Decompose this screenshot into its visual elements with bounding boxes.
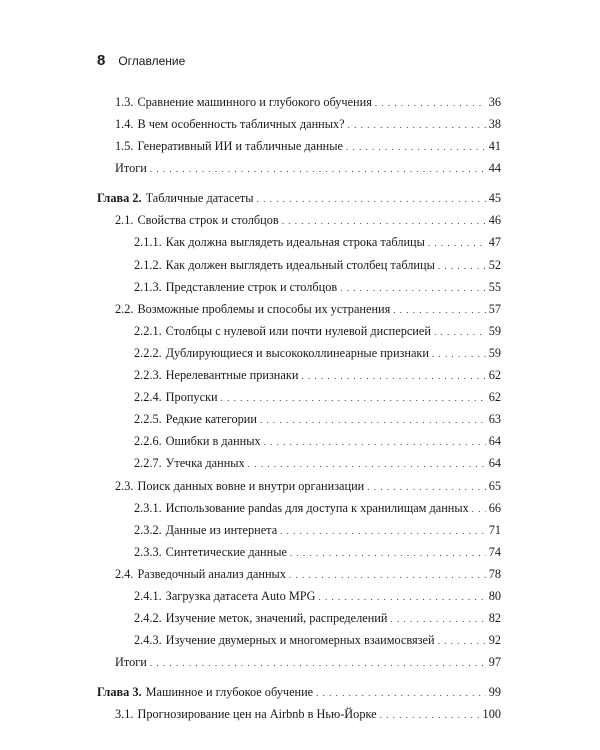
toc-entry-page: 52 <box>488 257 501 272</box>
dot-leader <box>390 612 485 627</box>
toc-entry-number: Глава 2. <box>97 191 142 206</box>
toc-entry-title: Разведочный анализ данных <box>137 566 286 581</box>
dot-leader <box>438 634 486 649</box>
toc-entry[interactable] <box>97 213 501 229</box>
toc-entry-number: 2.1. <box>115 213 134 228</box>
dot-leader <box>434 325 486 340</box>
page-header <box>97 52 185 69</box>
toc-entry-title: Возможные проблемы и способы их устранения <box>137 301 391 316</box>
toc-entry-page: 63 <box>488 412 501 427</box>
toc-entry-page: 64 <box>488 434 501 449</box>
toc-entry-page: 44 <box>488 161 501 176</box>
dot-leader <box>346 140 486 155</box>
dot-leader <box>472 502 486 517</box>
toc-entry-title: Итоги <box>115 161 147 176</box>
toc-entry-title: Изучение двумерных и многомерных взаимосвязей <box>165 633 435 648</box>
toc-entry-page: 99 <box>488 685 501 700</box>
toc-entry[interactable] <box>97 324 501 340</box>
toc-entry-page: 59 <box>488 345 501 360</box>
toc-entry-number: 2.4.3. <box>134 633 162 648</box>
toc-chapter-entry[interactable] <box>97 685 501 701</box>
toc-entry-number: 2.2.4. <box>134 390 162 405</box>
toc-entry-page: 57 <box>488 301 501 316</box>
toc-entry[interactable] <box>97 456 501 472</box>
running-title: Оглавление <box>118 54 186 68</box>
toc-entry[interactable] <box>97 633 501 649</box>
toc-entry-page: 100 <box>482 707 501 722</box>
toc-entry-title: Пропуски <box>165 390 218 405</box>
dot-leader <box>280 524 486 539</box>
dot-leader <box>318 590 485 605</box>
toc-entry-title: Изучение меток, значений, распределений <box>165 611 388 626</box>
dot-leader <box>348 118 486 133</box>
toc-entry-title: Как должна выглядеть идеальная строка таблицы <box>165 235 425 250</box>
toc-entry-page: 78 <box>488 566 501 581</box>
toc-entry-number: 1.4. <box>115 117 134 132</box>
toc-entry-number: 2.4. <box>115 566 134 581</box>
toc-entry-title: Ошибки в данных <box>165 434 261 449</box>
toc-entry[interactable] <box>97 368 501 384</box>
toc-entry-title: В чем особенность табличных данных? <box>137 117 345 132</box>
toc-entry[interactable] <box>97 434 501 450</box>
toc-entry[interactable] <box>97 501 501 517</box>
toc-entry-title: Нерелевантные признаки <box>165 368 299 383</box>
toc-entry-page: 82 <box>488 611 501 626</box>
toc-entry[interactable] <box>97 95 501 111</box>
toc-entry-page: 65 <box>488 478 501 493</box>
toc-entry-number: 2.3. <box>115 478 134 493</box>
toc-entry-page: 59 <box>488 323 501 338</box>
toc-entry-page: 36 <box>488 95 501 109</box>
toc-entry[interactable] <box>97 523 501 539</box>
toc-entry-title: Использование pandas для доступа к хранилищам данных <box>165 500 469 515</box>
toc-entry-page: 45 <box>488 191 501 206</box>
toc-entry-number: 2.1.1. <box>134 235 162 250</box>
toc-entry-title: Загрузка датасета Auto MPG <box>165 588 316 603</box>
toc-entry-number: 3.1. <box>115 707 134 722</box>
toc-entry-number: 2.1.2. <box>134 257 162 272</box>
toc-entry-title: Утечка данных <box>165 456 245 471</box>
toc-entry-title: Синтетические данные <box>165 544 287 559</box>
toc-entry-number: 2.3.1. <box>134 500 162 515</box>
dot-leader <box>260 413 486 428</box>
toc-entry-number: 1.3. <box>115 95 134 109</box>
toc-entry-title: Свойства строк и столбцов <box>137 213 279 228</box>
dot-leader <box>380 708 480 723</box>
toc-entry[interactable] <box>97 280 501 296</box>
toc-entry-number: 2.1.3. <box>134 279 162 294</box>
dot-leader <box>282 214 486 229</box>
toc-entry-number: 2.2.1. <box>134 323 162 338</box>
toc-entry-page: 62 <box>488 390 501 405</box>
toc-entry[interactable] <box>97 589 501 605</box>
toc-entry-number: 2.2.6. <box>134 434 162 449</box>
toc-entry-number: 2.2.7. <box>134 456 162 471</box>
dot-leader <box>257 192 486 207</box>
toc-entry-title: Как должен выглядеть идеальный столбец таблицы <box>165 257 435 272</box>
dot-leader <box>150 162 486 177</box>
toc-entry[interactable] <box>97 390 501 406</box>
toc-entry[interactable] <box>97 117 501 133</box>
dot-leader <box>393 303 485 318</box>
toc-entry-page: 64 <box>488 456 501 471</box>
dot-leader <box>290 546 486 561</box>
dot-leader <box>150 656 486 671</box>
toc-entry-number: 2.4.1. <box>134 588 162 603</box>
toc-entry[interactable] <box>97 479 501 495</box>
dot-leader <box>438 259 486 274</box>
dot-leader <box>375 96 486 111</box>
toc-entry-number: 2.2. <box>115 301 134 316</box>
toc-entry-title: Итоги <box>115 655 147 670</box>
toc-entry-title: Сравнение машинного и глубокого обучения <box>137 95 372 109</box>
toc-chapter-entry[interactable] <box>97 191 501 207</box>
toc-entry-title: Дублирующиеся и высококоллинеарные признаки <box>165 345 429 360</box>
toc-entry-number: 1.5. <box>115 139 134 154</box>
toc-entry-title: Столбцы с нулевой или почти нулевой дисперсией <box>165 323 431 338</box>
toc-entry-number: 2.3.2. <box>134 522 162 537</box>
table-of-contents <box>97 95 501 729</box>
toc-entry-page: 38 <box>488 117 501 132</box>
toc-entry-page: 80 <box>488 588 501 603</box>
toc-entry-page: 47 <box>488 235 501 250</box>
dot-leader <box>316 686 486 701</box>
toc-entry[interactable] <box>97 161 501 177</box>
toc-entry-page: 46 <box>488 213 501 228</box>
toc-entry-title: Поиск данных вовне и внутри организации <box>137 478 365 493</box>
toc-entry-title: Редкие категории <box>165 412 257 427</box>
toc-entry-number: 2.2.2. <box>134 345 162 360</box>
toc-entry-number: 2.2.5. <box>134 412 162 427</box>
dot-leader <box>248 457 486 472</box>
toc-entry-number: Глава 3. <box>97 685 142 700</box>
toc-entry-title: Прогнозирование цен на Airbnb в Нью-Йорке <box>137 707 377 722</box>
dot-leader <box>221 391 486 406</box>
dot-leader <box>367 480 485 495</box>
dot-leader <box>432 347 486 362</box>
toc-entry-number: 2.2.3. <box>134 368 162 383</box>
toc-entry-page: 55 <box>488 279 501 294</box>
toc-entry[interactable] <box>97 707 501 723</box>
dot-leader <box>264 435 486 450</box>
toc-entry[interactable] <box>97 611 501 627</box>
toc-entry-title: Генеративный ИИ и табличные данные <box>137 139 343 154</box>
toc-entry-number: 2.3.3. <box>134 544 162 559</box>
toc-entry[interactable] <box>97 412 501 428</box>
toc-entry-page: 71 <box>488 522 501 537</box>
toc-entry-page: 66 <box>488 500 501 515</box>
toc-entry-title: Табличные датасеты <box>145 191 254 206</box>
toc-entry-page: 74 <box>488 544 501 559</box>
toc-entry-page: 62 <box>488 368 501 383</box>
toc-entry[interactable] <box>97 302 501 318</box>
toc-entry[interactable] <box>97 567 501 583</box>
toc-entry[interactable] <box>97 235 501 251</box>
toc-entry[interactable] <box>97 545 501 561</box>
dot-leader <box>289 568 486 583</box>
toc-entry-title: Представление строк и столбцов <box>165 279 338 294</box>
toc-entry[interactable] <box>97 346 501 362</box>
dot-leader <box>340 281 486 296</box>
toc-entry[interactable] <box>97 258 501 274</box>
toc-entry-title: Данные из интернета <box>165 522 278 537</box>
toc-entry-title: Машинное и глубокое обучение <box>145 685 314 700</box>
toc-entry-page: 97 <box>488 655 501 670</box>
toc-entry-page: 41 <box>488 139 501 154</box>
page-number: 8 <box>97 52 106 69</box>
toc-entry[interactable] <box>97 655 501 671</box>
dot-leader <box>428 236 486 251</box>
toc-entry-page: 92 <box>488 633 501 648</box>
dot-leader <box>301 369 485 384</box>
toc-entry-number: 2.4.2. <box>134 611 162 626</box>
toc-entry[interactable] <box>97 139 501 155</box>
